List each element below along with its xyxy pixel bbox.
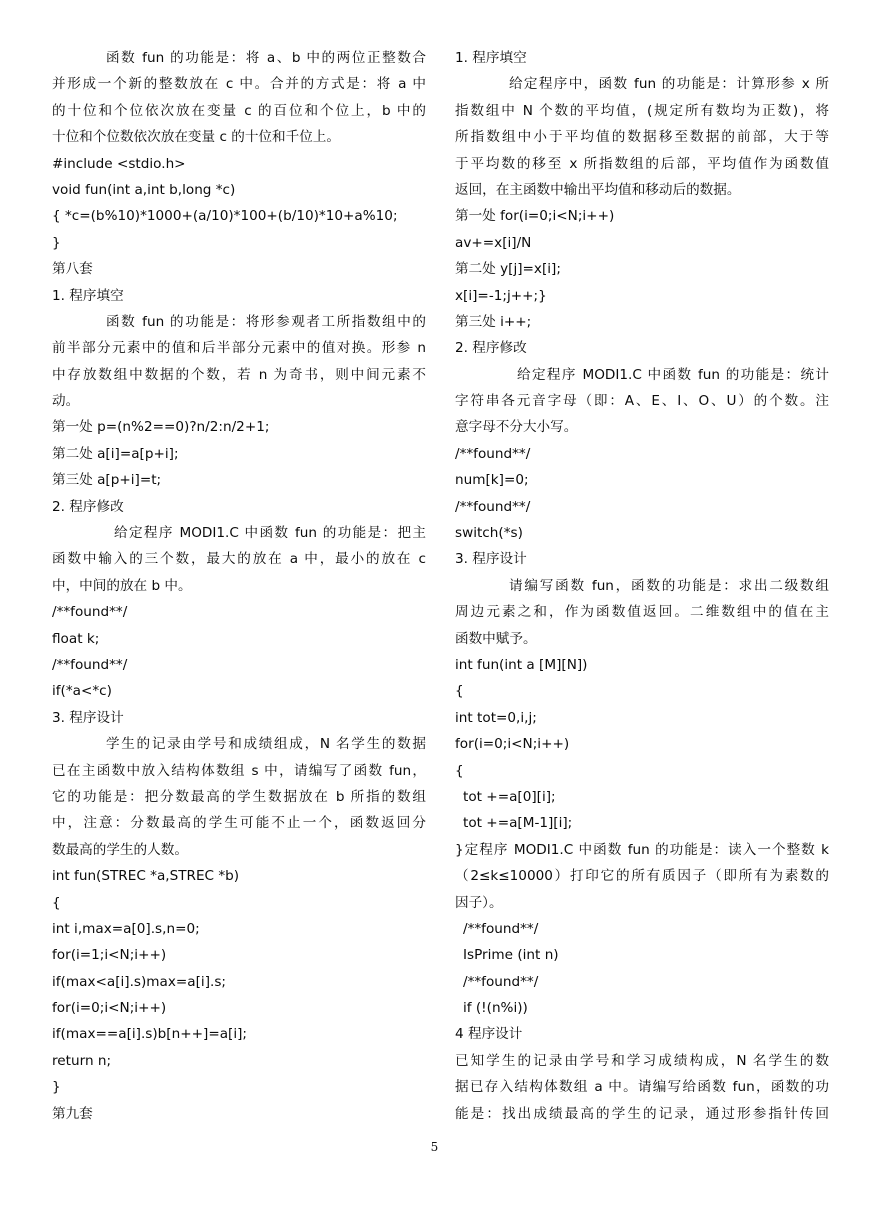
text-line: for(i=0;i<N;i++) <box>455 736 570 753</box>
text-line: { <box>455 762 464 779</box>
text-line: 第一处 p=(n%2==0)?n/2:n/2+1; <box>52 419 270 436</box>
text-line: 能是：找出成绩最高的学生的记录，通过形参指针传回 <box>455 1105 829 1122</box>
text-line: 3. 程序设计 <box>455 551 527 568</box>
text-line: /**found**/ <box>463 973 539 990</box>
text-line: 函数中输入的三个数，最大的放在 a 中，最小的放在 c <box>52 551 426 568</box>
text-line: for(i=1;i<N;i++) <box>52 947 167 964</box>
text-line: 第八套 <box>52 261 93 278</box>
text-line: /**found**/ <box>455 445 531 462</box>
text-line: { <box>52 894 61 911</box>
text-line: /**found**/ <box>52 656 128 673</box>
text-line: if(max==a[i].s)b[n++]=a[i]; <box>52 1026 247 1043</box>
text-line: 4 程序设计 <box>455 1026 523 1043</box>
text-line: 第二处 a[i]=a[p+i]; <box>52 445 179 462</box>
text-line: 所指数组中小于平均值的数据移至数据的前部，大于等 <box>455 129 829 146</box>
text-line: 指数组中 N 个数的平均值，(规定所有数均为正数)，将 <box>455 102 829 119</box>
text-line: （2≤k≤10000）打印它的所有质因子（即所有为素数的 <box>455 868 829 885</box>
text-line: int i,max=a[0].s,n=0; <box>52 920 200 937</box>
text-line: 动。 <box>52 393 80 410</box>
text-line: { *c=(b%10)*1000+(a/10)*100+(b/10)*10+a%10; <box>52 208 398 225</box>
text-line: 字符串各元音字母（即：A、E、I、O、U）的个数。注 <box>455 393 829 410</box>
text-line: x[i]=-1;j++;} <box>455 287 547 304</box>
text-line: 它的功能是：把分数最高的学生数据放在 b 所指的数组 <box>52 788 426 805</box>
text-line: tot +=a[M-1][i]; <box>463 815 573 832</box>
text-line: 2. 程序修改 <box>455 340 527 357</box>
text-line: return n; <box>52 1052 112 1069</box>
text-line: 给定程序 MODI1.C 中函数 fun 的功能是：统计 <box>517 366 829 383</box>
text-line: 的十位和个位依次放在变量 c 的百位和个位上，b 中的 <box>52 102 426 119</box>
text-line: if (!(n%i)) <box>463 1000 528 1017</box>
text-line: IsPrime (int n) <box>463 947 559 964</box>
text-line: 周边元素之和，作为函数值返回。二维数组中的值在主 <box>455 604 829 621</box>
text-line: 第二处 y[j]=x[i]; <box>455 261 561 278</box>
text-line: void fun(int a,int b,long *c) <box>52 181 236 198</box>
page-number: 5 <box>430 1140 439 1154</box>
text-line: 据已存入结构体数组 a 中。请编写给函数 fun，函数的功 <box>455 1079 829 1096</box>
text-line: 给定程序中，函数 fun 的功能是：计算形参 x 所 <box>509 76 829 93</box>
text-line: int fun(STREC *a,STREC *b) <box>52 868 240 885</box>
text-line: num[k]=0; <box>455 472 529 489</box>
text-line: { <box>455 683 464 700</box>
text-line: 于平均数的移至 x 所指数组的后部，平均值作为函数值 <box>455 155 829 172</box>
text-line: av+=x[i]/N <box>455 234 532 251</box>
text-line: 3. 程序设计 <box>52 709 124 726</box>
text-line: 函数 fun 的功能是：将 a、b 中的两位正整数合 <box>106 50 426 66</box>
text-line: } <box>52 1079 61 1096</box>
text-line: #include <stdio.h> <box>52 155 186 172</box>
text-line: 给定程序 MODI1.C 中函数 fun 的功能是：把主 <box>114 525 426 542</box>
text-line: 中，注意：分数最高的学生可能不止一个，函数返回分 <box>52 815 426 832</box>
text-line: if(max<a[i].s)max=a[i].s; <box>52 973 226 990</box>
text-line: 已知学生的记录由学号和学习成绩构成，N 名学生的数 <box>455 1052 829 1069</box>
text-line: if(*a<*c) <box>52 683 112 700</box>
text-line: 函数 fun 的功能是：将形参观者工所指数组中的 <box>106 313 426 330</box>
text-line: int tot=0,i,j; <box>455 709 537 726</box>
text-line: 已在主函数中放入结构体数组 s 中，请编写了函数 fun， <box>52 762 426 779</box>
text-line: 中，中间的放在 b 中。 <box>52 577 192 594</box>
text-line: 学生的记录由学号和成绩组成，N 名学生的数据 <box>106 736 426 753</box>
text-line: 中存放数组中数据的个数，若 n 为奇书，则中间元素不 <box>52 366 426 383</box>
text-line: 第九套 <box>52 1105 93 1122</box>
text-line: }定程序 MODI1.C 中函数 fun 的功能是：读入一个整数 k <box>455 841 829 858</box>
text-line: tot +=a[0][i]; <box>463 788 556 805</box>
text-line: float k; <box>52 630 100 647</box>
text-line: 2. 程序修改 <box>52 498 124 515</box>
text-line: /**found**/ <box>455 498 531 515</box>
text-line: } <box>52 234 61 251</box>
text-line: /**found**/ <box>52 604 128 621</box>
text-line: 第三处 i++; <box>455 313 532 330</box>
text-line: 请编写函数 fun，函数的功能是：求出二级数组 <box>509 577 829 594</box>
text-line: 1. 程序填空 <box>52 287 124 304</box>
right-column <box>455 45 829 1127</box>
text-line: int fun(int a [M][N]) <box>455 656 588 673</box>
text-line: 第三处 a[p+i]=t; <box>52 472 162 489</box>
text-line: 1. 程序填空 <box>455 50 527 66</box>
text-line: 意字母不分大小写。 <box>455 419 578 436</box>
text-line: switch(*s) <box>455 525 523 542</box>
text-line: 并形成一个新的整数放在 c 中。合并的方式是：将 a 中 <box>52 76 426 93</box>
text-line: 因子）。 <box>455 894 503 911</box>
text-line: for(i=0;i<N;i++) <box>52 1000 167 1017</box>
left-column <box>52 45 426 1127</box>
text-line: 前半部分元素中的值和后半部分元素中的值对换。形参 n <box>52 340 426 357</box>
text-line: 数最高的学生的人数。 <box>52 841 188 858</box>
text-line: 返回，在主函数中输出平均值和移动后的数据。 <box>455 181 741 198</box>
text-line: 函数中赋予。 <box>455 630 537 647</box>
text-line: 十位和个位数依次放在变量 c 的十位和千位上。 <box>52 129 340 146</box>
text-line: 第一处 for(i=0;i<N;i++) <box>455 208 615 225</box>
text-line: /**found**/ <box>463 920 539 937</box>
